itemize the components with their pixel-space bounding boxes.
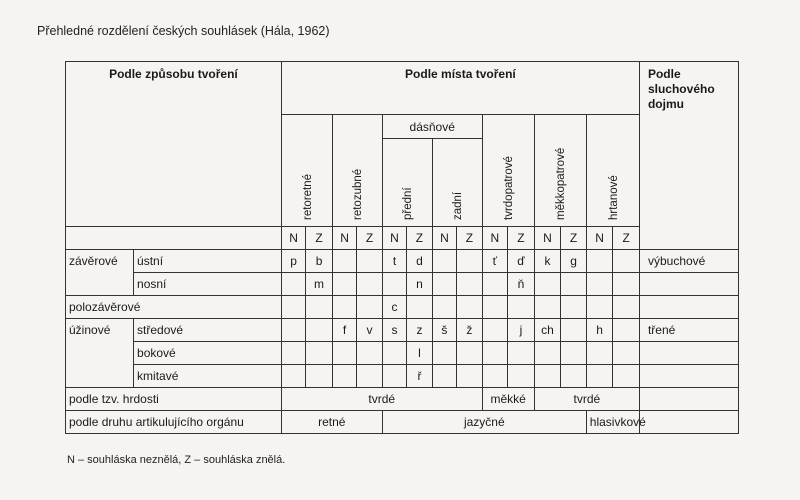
cell [332,342,356,365]
cell: ď [508,250,535,273]
cell [357,273,383,296]
cell: ř [407,365,433,388]
cell [613,319,640,342]
acoustic-vybuchove: výbuchové [639,250,738,273]
cell [561,296,587,319]
header-acoustic: Podle sluchového dojmu [639,62,738,250]
cell [332,296,356,319]
cell [508,342,535,365]
acoustic-blank [639,296,738,319]
nz-label: N [432,227,456,250]
cell [332,365,356,388]
nz-label: N [281,227,305,250]
consonant-table [65,61,739,434]
nz-label: Z [306,227,333,250]
organ-retne: retné [281,411,382,434]
cell: b [306,250,333,273]
row-label-hrdost: podle tzv. hrdosti [66,388,282,411]
cell: ň [508,273,535,296]
cell: g [561,250,587,273]
col-mekkopatrove [534,115,586,227]
cell [432,365,456,388]
cell [613,342,640,365]
cell: s [382,319,406,342]
cell [613,273,640,296]
cell [613,365,640,388]
row-organ [66,411,739,434]
col-retoretne [281,115,332,227]
cell [357,342,383,365]
col-predni [382,139,432,227]
row-label-bokove: bokové [134,342,282,365]
row-stredove [66,319,739,342]
cell [432,342,456,365]
cell: t [382,250,406,273]
nz-label: N [534,227,561,250]
cell [561,342,587,365]
nz-label: Z [407,227,433,250]
cell [281,342,305,365]
cell [357,250,383,273]
cell [432,250,456,273]
nz-label: N [382,227,406,250]
hrdost-mekke: měkké [482,388,534,411]
organ-hlasivkove: hlasivkové [586,411,639,434]
col-tvrdopatrove [482,115,534,227]
cell [382,342,406,365]
cell [306,365,333,388]
row-ustni [66,250,739,273]
cell [613,296,640,319]
row-nosni [66,273,739,296]
header-alveolar: dásňové [382,115,482,139]
nz-row-blank [66,227,282,250]
cell [586,365,613,388]
header-manner: Podle způsobu tvoření [66,62,282,227]
cell [306,296,333,319]
cell: m [306,273,333,296]
hrdost-tvrde-2: tvrdé [534,388,639,411]
cell [561,319,587,342]
cell [306,319,333,342]
cell [382,273,406,296]
cell: p [281,250,305,273]
cell [534,296,561,319]
footnote: N – souhláska neznělá, Z – souhláska znělá. [67,454,286,466]
cell: k [534,250,561,273]
nz-label: Z [457,227,483,250]
cell: f [332,319,356,342]
cell [432,273,456,296]
cell [482,319,508,342]
col-retoretne-label: retoretné [301,173,314,220]
cell [281,296,305,319]
cell [382,365,406,388]
row-bokove [66,342,739,365]
cell [561,365,587,388]
cell [561,273,587,296]
nz-label: N [586,227,613,250]
cell [534,273,561,296]
row-hrdost [66,388,739,411]
nz-label: N [332,227,356,250]
organ-jazycne: jazyčné [382,411,586,434]
cell [357,296,383,319]
nz-label: N [482,227,508,250]
cell [332,250,356,273]
acoustic-blank [639,411,738,434]
row-label-nosni: nosní [134,273,282,296]
cell [457,365,483,388]
cell [586,342,613,365]
cell: z [407,319,433,342]
cell [357,365,383,388]
cell: j [508,319,535,342]
cell [482,273,508,296]
cell [281,273,305,296]
col-zadni [432,139,482,227]
col-hrtanove [586,115,639,227]
cell [586,296,613,319]
cell [586,273,613,296]
header-place: Podle místa tvoření [281,62,639,115]
acoustic-blank [639,388,738,411]
col-retozubne [332,115,382,227]
row-label-kmitave: kmitavé [134,365,282,388]
cell [482,342,508,365]
cell [407,296,433,319]
cell: n [407,273,433,296]
nz-label: Z [357,227,383,250]
acoustic-blank [639,342,738,365]
acoustic-trene: třené [639,319,738,342]
cell: c [382,296,406,319]
col-zadni-label: zadní [452,191,465,220]
cell [457,273,483,296]
cell: v [357,319,383,342]
cell: ť [482,250,508,273]
cell: h [586,319,613,342]
cell [306,342,333,365]
nz-label: Z [561,227,587,250]
row-label-organ: podle druhu artikulujícího orgánu [66,411,282,434]
cell [332,273,356,296]
col-tvrdopatrove-label: tvrdopatrové [503,156,516,220]
cell [534,365,561,388]
cell [457,296,483,319]
hrdost-tvrde-1: tvrdé [281,388,482,411]
col-hrtanove-label: hrtanové [607,175,620,220]
cell [281,319,305,342]
cell [482,296,508,319]
cell: š [432,319,456,342]
cell [457,342,483,365]
row-polozaverove [66,296,739,319]
row-label-polozaverove: polozávěrové [66,296,282,319]
acoustic-blank [639,273,738,296]
col-retozubne-label: retozubné [352,168,365,220]
row-label-zaverove: závěrové [66,250,134,296]
row-kmitave [66,365,739,388]
cell [432,296,456,319]
cell [482,365,508,388]
acoustic-blank [639,365,738,388]
row-label-stredove: středové [134,319,282,342]
row-label-ustni: ústní [134,250,282,273]
cell: d [407,250,433,273]
nz-label: Z [613,227,640,250]
cell: ž [457,319,483,342]
cell [508,365,535,388]
cell [534,342,561,365]
col-mekkopatrove-label: měkkopatrové [555,147,568,220]
cell [281,365,305,388]
row-label-uzinove: úžinové [66,319,134,388]
col-predni-label: přední [402,187,415,220]
page-title: Přehledné rozdělení českých souhlásek (Hála, 1962) [37,24,330,38]
cell [613,250,640,273]
cell: ch [534,319,561,342]
cell: l [407,342,433,365]
cell [457,250,483,273]
nz-label: Z [508,227,535,250]
cell [586,250,613,273]
cell [508,296,535,319]
